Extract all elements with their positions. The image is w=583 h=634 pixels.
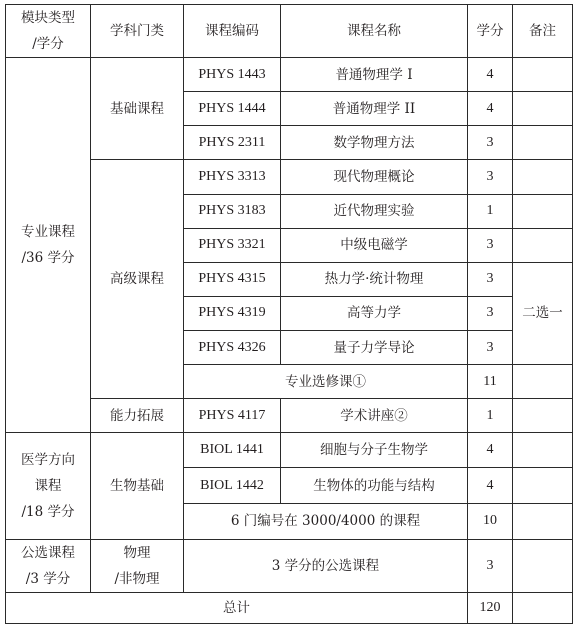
course-code: PHYS 4326 bbox=[184, 331, 281, 365]
course-code: PHYS 1444 bbox=[184, 92, 281, 126]
table-row bbox=[6, 58, 573, 92]
header-remarks: 备注 bbox=[513, 5, 573, 58]
course-remark bbox=[513, 399, 573, 433]
course-remark bbox=[513, 160, 573, 194]
course-name: 学术讲座② bbox=[281, 399, 468, 433]
course-remark bbox=[513, 468, 573, 503]
header-row bbox=[6, 5, 573, 58]
course-name: 生物体的功能与结构 bbox=[281, 468, 468, 503]
course-remark bbox=[513, 539, 573, 592]
module-public bbox=[6, 539, 91, 592]
course-remark bbox=[513, 58, 573, 92]
choose-one-note: 二选一 bbox=[513, 262, 573, 364]
module-medical-line3: /18 学分 bbox=[21, 504, 75, 521]
total-label: 总计 bbox=[6, 592, 468, 623]
course-credits: 3 bbox=[468, 126, 513, 160]
table-row bbox=[6, 433, 573, 468]
discipline-ability: 能力拓展 bbox=[91, 399, 184, 433]
module-professional-line1: 专业课程 bbox=[21, 224, 75, 241]
discipline-public-line2: /非物理 bbox=[114, 570, 160, 587]
upper-level-courses: 6 门编号在 3000/4000 的课程 bbox=[184, 503, 468, 539]
course-name: 普通物理学 II bbox=[281, 92, 468, 126]
course-credits: 3 bbox=[468, 262, 513, 296]
module-medical-line1: 医学方向 bbox=[21, 452, 75, 469]
course-code: PHYS 3313 bbox=[184, 160, 281, 194]
header-course-name: 课程名称 bbox=[281, 5, 468, 58]
module-medical-line2: 课程 bbox=[34, 478, 62, 495]
course-credits: 4 bbox=[468, 433, 513, 468]
course-remark bbox=[513, 126, 573, 160]
course-name: 中级电磁学 bbox=[281, 228, 468, 262]
course-remark bbox=[513, 503, 573, 539]
course-name: 量子力学导论 bbox=[281, 331, 468, 365]
course-credits: 1 bbox=[468, 194, 513, 228]
course-credits: 4 bbox=[468, 468, 513, 503]
course-code: PHYS 4315 bbox=[184, 262, 281, 296]
table-row bbox=[6, 539, 573, 592]
module-public-line2: /3 学分 bbox=[25, 570, 71, 587]
course-code: PHYS 3183 bbox=[184, 194, 281, 228]
public-elective-courses: 3 学分的公选课程 bbox=[184, 539, 468, 592]
total-remark bbox=[513, 592, 573, 623]
table-row bbox=[6, 160, 573, 194]
elective-courses: 专业选修课① bbox=[184, 365, 468, 399]
header-discipline: 学科门类 bbox=[91, 5, 184, 58]
course-credits: 3 bbox=[468, 228, 513, 262]
course-remark bbox=[513, 194, 573, 228]
course-name: 现代物理概论 bbox=[281, 160, 468, 194]
course-credits: 3 bbox=[468, 296, 513, 330]
header-module-type bbox=[6, 5, 91, 58]
table-row bbox=[6, 399, 573, 433]
course-code: PHYS 3321 bbox=[184, 228, 281, 262]
header-course-code: 课程编码 bbox=[184, 5, 281, 58]
course-credits: 3 bbox=[468, 331, 513, 365]
module-professional-line2: /36 学分 bbox=[21, 250, 75, 267]
total-credits: 120 bbox=[468, 592, 513, 623]
header-module-line1: 模块类型 bbox=[21, 10, 75, 27]
course-credits: 4 bbox=[468, 58, 513, 92]
course-credits: 4 bbox=[468, 92, 513, 126]
discipline-basic: 基础课程 bbox=[91, 58, 184, 160]
curriculum-table bbox=[5, 4, 573, 624]
public-elective-credits: 3 bbox=[468, 539, 513, 592]
course-remark bbox=[513, 92, 573, 126]
header-module-line2: /学分 bbox=[32, 36, 64, 53]
course-code: PHYS 4117 bbox=[184, 399, 281, 433]
course-code: PHYS 1443 bbox=[184, 58, 281, 92]
course-name: 近代物理实验 bbox=[281, 194, 468, 228]
course-name: 细胞与分子生物学 bbox=[281, 433, 468, 468]
elective-credits: 11 bbox=[468, 365, 513, 399]
discipline-public bbox=[91, 539, 184, 592]
course-name: 热力学·统计物理 bbox=[281, 262, 468, 296]
course-code: BIOL 1442 bbox=[184, 468, 281, 503]
total-row bbox=[6, 592, 573, 623]
module-public-line1: 公选课程 bbox=[21, 544, 75, 561]
course-code: BIOL 1441 bbox=[184, 433, 281, 468]
header-credits: 学分 bbox=[468, 5, 513, 58]
discipline-biology: 生物基础 bbox=[91, 433, 184, 539]
course-credits: 3 bbox=[468, 160, 513, 194]
course-name: 高等力学 bbox=[281, 296, 468, 330]
course-code: PHYS 4319 bbox=[184, 296, 281, 330]
discipline-advanced: 高级课程 bbox=[91, 160, 184, 399]
course-name: 普通物理学 I bbox=[281, 58, 468, 92]
upper-level-credits: 10 bbox=[468, 503, 513, 539]
course-code: PHYS 2311 bbox=[184, 126, 281, 160]
course-remark bbox=[513, 433, 573, 468]
discipline-public-line1: 物理 bbox=[123, 544, 151, 561]
module-professional bbox=[6, 58, 91, 433]
course-name: 数学物理方法 bbox=[281, 126, 468, 160]
course-remark bbox=[513, 365, 573, 399]
course-credits: 1 bbox=[468, 399, 513, 433]
module-medical bbox=[6, 433, 91, 539]
course-remark bbox=[513, 228, 573, 262]
